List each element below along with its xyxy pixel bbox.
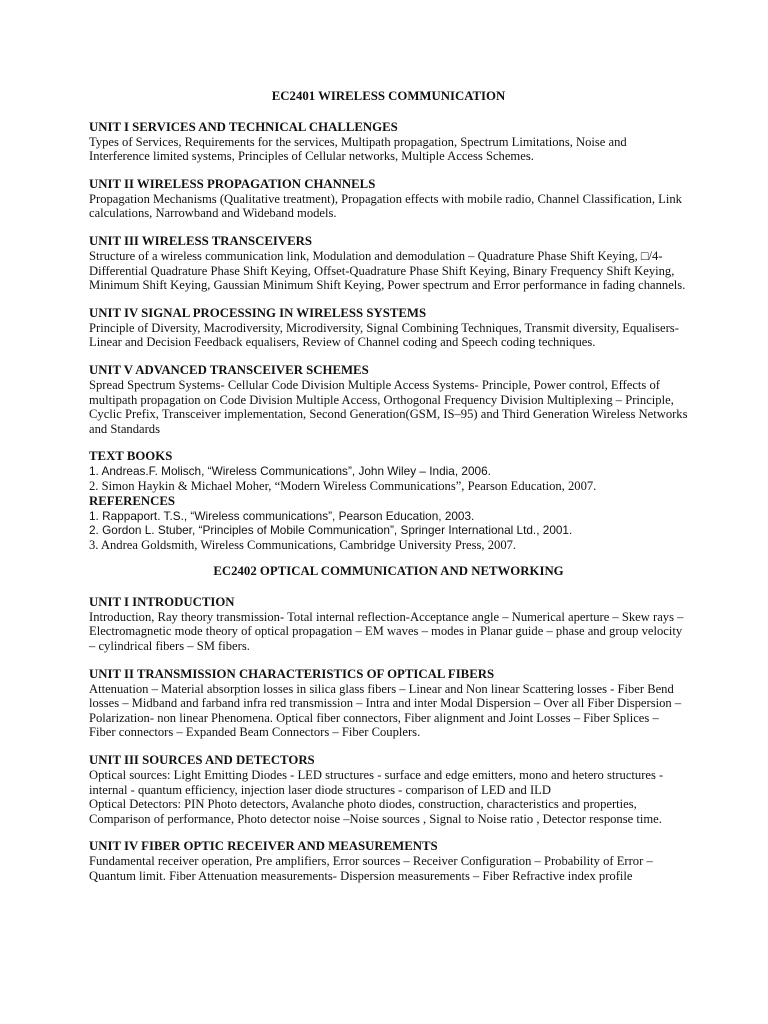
text-books-section (89, 449, 688, 552)
unit-heading: UNIT V ADVANCED TRANSCEIVER SCHEMES (89, 362, 369, 377)
unit-section (89, 667, 688, 740)
unit-heading: UNIT III WIRELESS TRANSCEIVERS (89, 233, 312, 248)
unit-heading: UNIT I INTRODUCTION (89, 594, 235, 609)
unit-heading: UNIT II TRANSMISSION CHARACTERISTICS OF OPTICAL FIBERS (89, 666, 495, 681)
text-books-heading: TEXT BOOKS (89, 449, 173, 464)
reference-item: 3. Andrea Goldsmith, Wireless Communications, Cambridge University Press, 2007. (89, 537, 517, 552)
unit-section (89, 306, 688, 350)
unit-section (89, 363, 688, 436)
unit-body: Attenuation – Material absorption losses in silica glass fibers – Linear and Non linear Scattering losses - Fiber Bend losses – Midband and farband infra red transmission – Intra and inter Modal Dispersion – Over all Fiber Dispersion – Polarization- non linear Phenomena. Optical fiber connectors, Fiber alignment and Joint Losses – Fiber Splices – Fiber connectors – Expanded Beam Connectors – Fiber Couplers. (89, 681, 682, 740)
unit-heading: UNIT IV SIGNAL PROCESSING IN WIRELESS SYSTEMS (89, 305, 427, 320)
unit-body: Optical sources: Light Emitting Diodes - LED structures - surface and edge emitters, mono and hetero structures - internal - quantum efficiency, injection laser diode structures - comparison of LED and ILD (89, 768, 664, 797)
unit-section (89, 177, 688, 221)
unit-heading: UNIT I SERVICES AND TECHNICAL CHALLENGES (89, 119, 398, 134)
text-book-item: 1. Andreas.F. Molisch, “Wireless Communications”, John Wiley – India, 2006. (89, 464, 491, 479)
course-title: EC2401 WIRELESS COMMUNICATION (271, 89, 506, 103)
unit-body: Spread Spectrum Systems- Cellular Code Division Multiple Access Systems- Principle, Power control, Effects of multipath propagation on Code Division Multiple Access, Orthogonal Frequency Division Multiplexing – Principle, Cyclic Prefix, Transceiver implementation, Second Generation(GSM, IS–95) and Third Generation Wireless Networks and Standards (89, 377, 688, 436)
unit-body: Fundamental receiver operation, Pre amplifiers, Error sources – Receiver Configuration – Probability of Error – Quantum limit. Fiber Attenuation measurements- Dispersion measurements – Fiber Refractive index profile (89, 854, 653, 883)
unit-section (89, 839, 688, 883)
unit-section (89, 595, 688, 654)
unit-body: Introduction, Ray theory transmission- Total internal reflection-Acceptance angle – Numerical aperture – Skew rays – Electromagnetic mode theory of optical propagation – EM waves – modes in Planar guide – phase and group velocity – cylindrical fibers – SM fibers. (89, 609, 684, 654)
unit-section (89, 753, 688, 826)
unit-body: Types of Services, Requirements for the services, Multipath propagation, Spectrum Limitations, Noise and Interference limited systems, Principles of Cellular networks, Multiple Access Schemes. (89, 134, 627, 164)
course-title: EC2402 OPTICAL COMMUNICATION AND NETWORKING (213, 564, 564, 579)
unit-heading: UNIT III SOURCES AND DETECTORS (89, 753, 315, 768)
unit-body: Propagation Mechanisms (Qualitative treatment), Propagation effects with mobile radio, Channel Classification, Link calculations, Narrowband and Wideband models. (89, 191, 682, 221)
unit-heading: UNIT IV FIBER OPTIC RECEIVER AND MEASUREMENTS (89, 839, 438, 854)
text-book-item: 2. Simon Haykin & Michael Moher, “Modern Wireless Communications”, Pearson Education, 2007. (89, 478, 597, 493)
unit-section (89, 120, 688, 164)
unit-heading: UNIT II WIRELESS PROPAGATION CHANNELS (89, 176, 376, 191)
unit-section (89, 234, 688, 293)
unit-body: Principle of Diversity, Macrodiversity, Microdiversity, Signal Combining Techniques, Transmit diversity, Equalisers- Linear and Decision Feedback equalisers, Review of Channel coding and Speech coding techniques. (89, 320, 679, 350)
unit-body: Structure of a wireless communication link, Modulation and demodulation – Quadrature Phase Shift Keying, □/4-Differential Quadrature Phase Shift Keying, Offset-Quadrature Phase Shift Keying, Binary Frequency Shift Keying, Minimum Shift Keying, Gaussian Minimum Shift Keying, Power spectrum and Error performance in fading channels. (89, 248, 686, 293)
reference-item: 1. Rappaport. T.S., “Wireless communications”, Pearson Education, 2003. (89, 508, 475, 523)
unit-body: Optical Detectors: PIN Photo detectors, Avalanche photo diodes, construction, characteristics and properties, Comparison of performance, Photo detector noise –Noise sources , Signal to Noise ratio , Detector response time. (89, 797, 662, 826)
references-heading: REFERENCES (89, 493, 176, 508)
reference-item: 2. Gordon L. Stuber, “Principles of Mobile Communication”, Springer International Ltd., 2001. (89, 523, 573, 538)
